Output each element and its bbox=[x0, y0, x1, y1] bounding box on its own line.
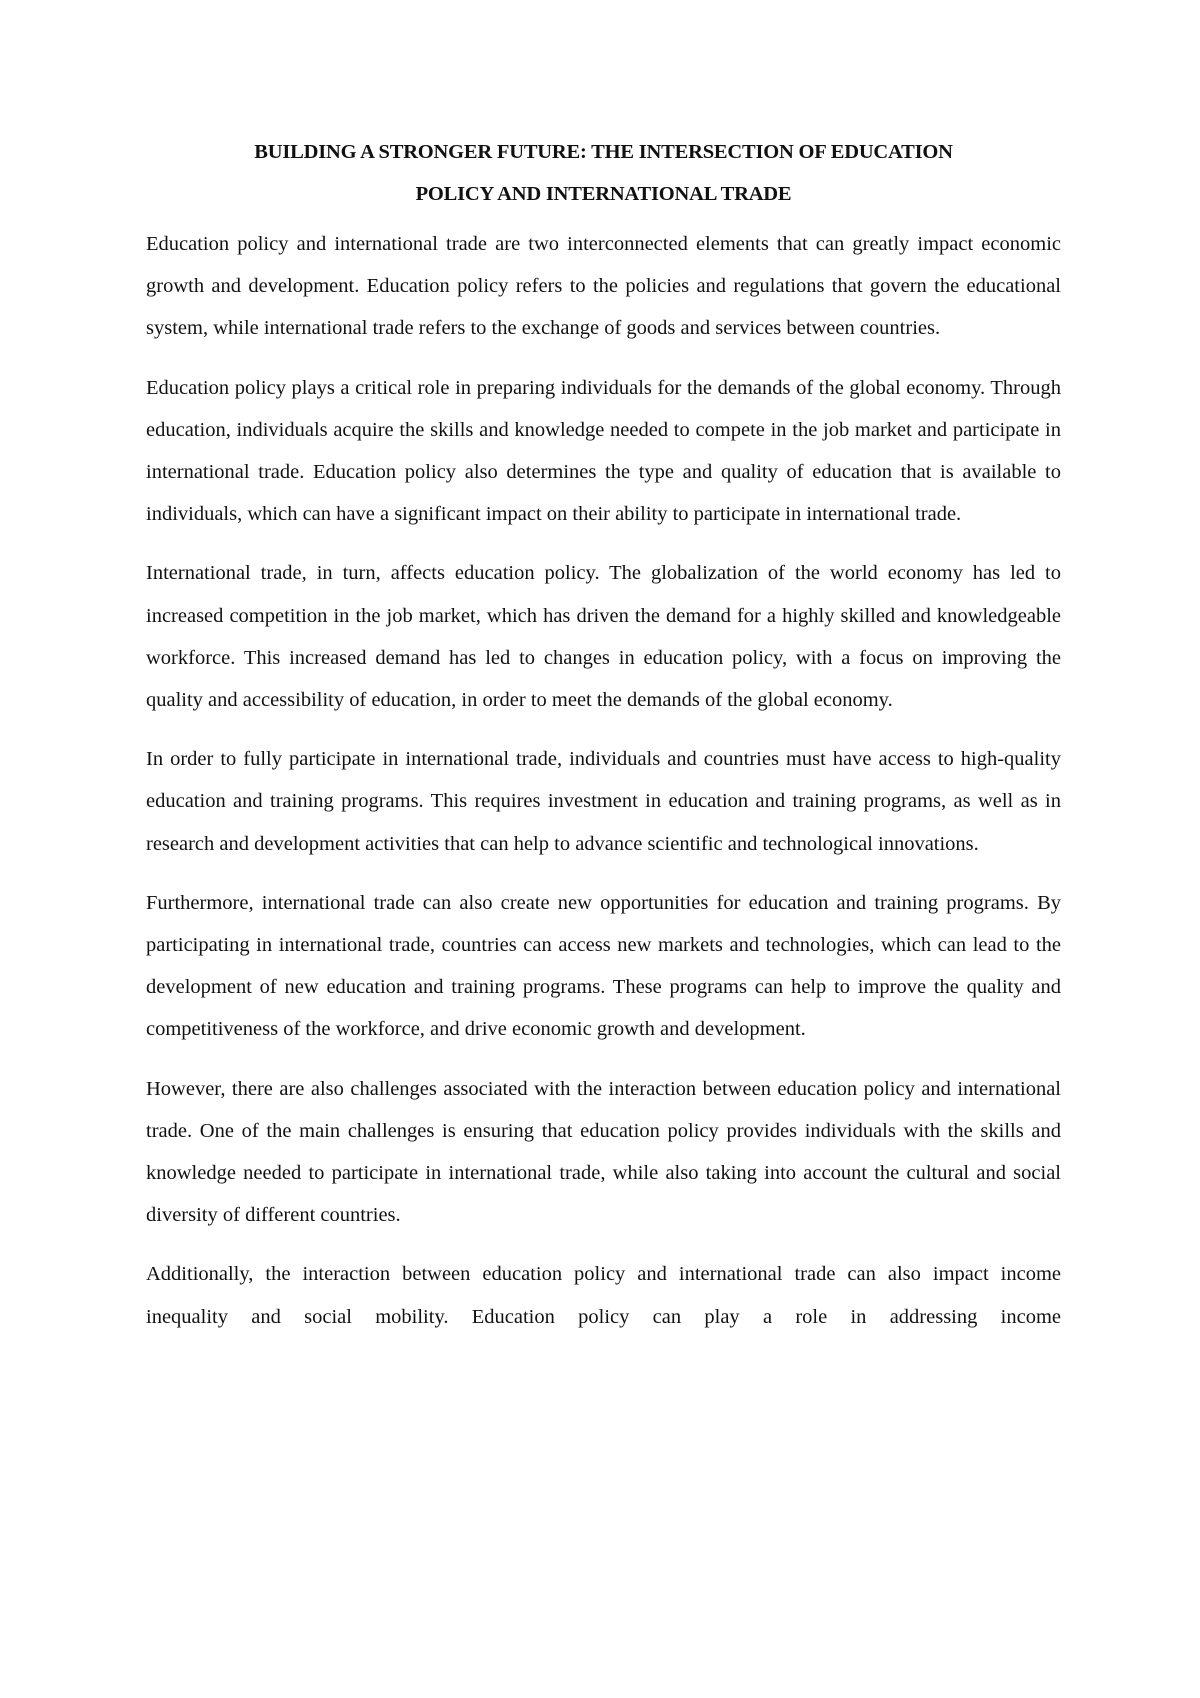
paragraph-7: Additionally, the interaction between education policy and international trade can also impact income inequality and social mobility. Education policy can play a role in addressing income bbox=[146, 1263, 1061, 1328]
paragraph-1: Education policy and international trade are two interconnected elements that can greatly impact economic growth and development. Education policy refers to the policies and regulations that govern the educational system, while international trade refers to the exchange of goods and services between countries. bbox=[146, 233, 1061, 340]
document-page bbox=[146, 131, 1061, 1355]
paragraph-4: In order to fully participate in international trade, individuals and countries must have access to high-quality education and training programs. This requires investment in education and training programs, as well as in research and development activities that can help to advance scientific and technological innovations. bbox=[146, 748, 1061, 855]
paragraph-5: Furthermore, international trade can also create new opportunities for education and training programs. By participating in international trade, countries can access new markets and technologies, which can lead to the development of new education and training programs. These programs can help to improve the quality and competitiveness of the workforce, and drive economic growth and development. bbox=[146, 891, 1061, 1041]
title-line-1: BUILDING A STRONGER FUTURE: THE INTERSECTION OF EDUCATION bbox=[254, 141, 953, 163]
paragraph-2: Education policy plays a critical role in preparing individuals for the demands of the global economy. Through education, individuals acquire the skills and knowledge needed to compete in the job market and participate in international trade. Education policy also determines the type and quality of education that is available to individuals, which can have a significant impact on their ability to participate in international trade. bbox=[146, 376, 1061, 526]
title-line-2: POLICY AND INTERNATIONAL TRADE bbox=[415, 183, 792, 205]
document-title bbox=[146, 131, 1061, 215]
paragraph-3: International trade, in turn, affects education policy. The globalization of the world economy has led to increased competition in the job market, which has driven the demand for a highly skilled and knowledgeable workforce. This increased demand has led to changes in education policy, with a focus on improving the quality and accessibility of education, in order to meet the demands of the global economy. bbox=[146, 562, 1061, 712]
paragraph-6: However, there are also challenges associated with the interaction between education policy and international trade. One of the main challenges is ensuring that education policy provides individuals with the skills and knowledge needed to participate in international trade, while also taking into account the cultural and social diversity of different countries. bbox=[146, 1077, 1061, 1227]
